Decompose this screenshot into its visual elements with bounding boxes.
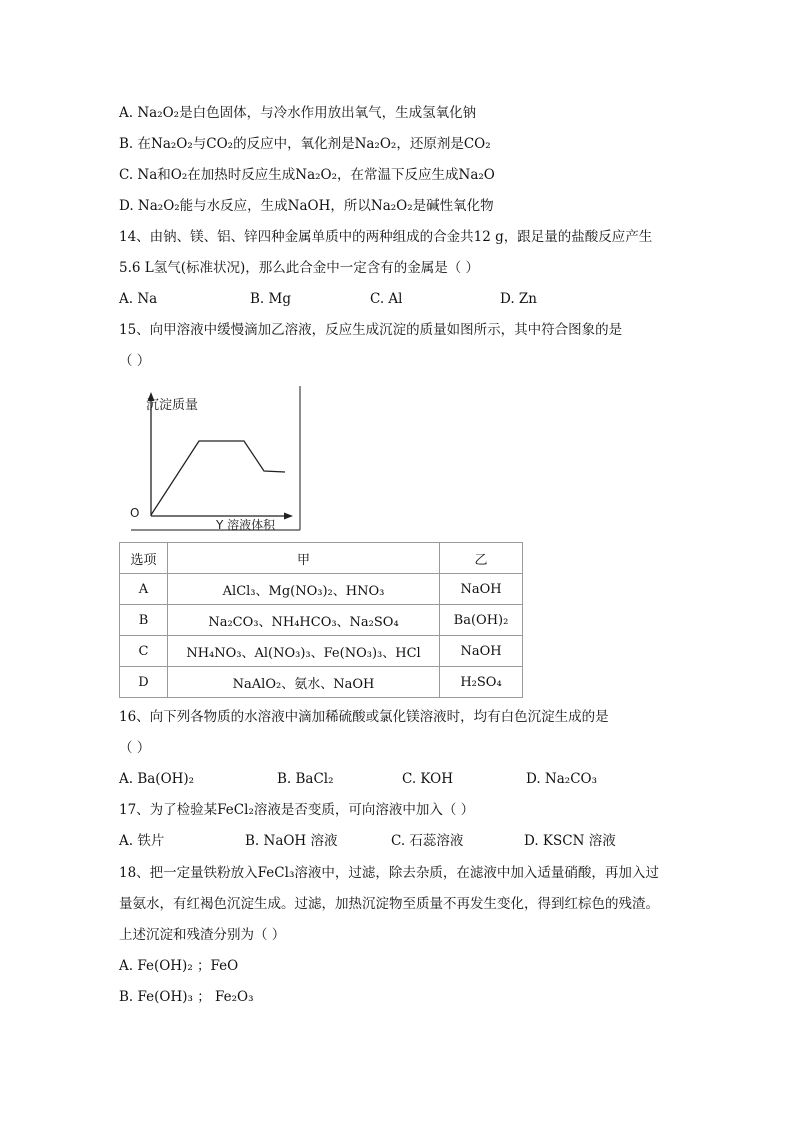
q15-stem-line2: （ ） <box>119 353 151 369</box>
table-row <box>120 574 523 605</box>
origin-label: O <box>130 506 140 520</box>
q14-option-a: A. Na <box>119 291 158 307</box>
q16-option-d: D. Na₂CO₃ <box>526 771 598 787</box>
q13-option-c: C. Na和O₂在加热时反应生成Na₂O₂，在常温下反应生成Na₂O <box>119 167 495 183</box>
q17-option-c: C. 石蕊溶液 <box>391 833 464 849</box>
table-cell: Ba(OH)₂ <box>440 605 523 636</box>
y-axis-label: 沉淀质量 <box>146 398 199 413</box>
table-cell: NH₄NO₃、Al(NO₃)₃、Fe(NO₃)₃、HCl <box>168 636 440 667</box>
table-cell: AlCl₃、Mg(NO₃)₂、HNO₃ <box>168 574 440 605</box>
table-cell: NaOH <box>440 636 523 667</box>
q18-option-b: B. Fe(OH)₃ ； Fe₂O₃ <box>119 989 254 1005</box>
table-header-yi: 乙 <box>440 543 523 574</box>
q13-option-d: D. Na₂O₂能与水反应，生成NaOH，所以Na₂O₂是碱性氧化物 <box>119 198 494 214</box>
table-cell: NaAlO₂、氨水、NaOH <box>168 667 440 698</box>
table-cell: C <box>120 636 168 667</box>
q17-option-d: D. KSCN 溶液 <box>524 833 616 849</box>
q15-stem-line1: 15、向甲溶液中缓慢滴加乙溶液，反应生成沉淀的质量如图所示，其中符合图象的是 <box>119 322 623 338</box>
q14-option-b: B. Mg <box>250 291 291 307</box>
x-axis-label: Y 溶液体积 <box>216 518 276 532</box>
q16-options <box>119 770 719 788</box>
q14-option-d: D. Zn <box>500 291 537 307</box>
table-header-row <box>120 543 523 574</box>
table-row <box>120 667 523 698</box>
q17-options <box>119 832 719 850</box>
q13-option-a: A. Na₂O₂是白色固体，与冷水作用放出氧气，生成氢氧化钠 <box>119 105 477 121</box>
table-cell: B <box>120 605 168 636</box>
q18-option-a: A. Fe(OH)₂ ；FeO <box>119 958 239 974</box>
q14-options <box>119 290 719 308</box>
q16-stem-line1: 16、向下列各物质的水溶液中滴加稀硫酸或氯化镁溶液时，均有白色沉淀生成的是 <box>119 709 609 725</box>
precipitate-graph <box>127 384 303 532</box>
q17-option-a: A. 铁片 <box>119 833 165 849</box>
q14-stem-line2: 5.6 L氢气(标准状况)，那么此合金中一定含有的金属是（ ） <box>119 260 480 276</box>
q16-stem-line2: （ ） <box>119 740 151 756</box>
table-cell: D <box>120 667 168 698</box>
q18-stem-line3: 上述沉淀和残渣分别为（ ） <box>119 927 286 943</box>
table-cell: NaOH <box>440 574 523 605</box>
q13-option-b: B. 在Na₂O₂与CO₂的反应中，氧化剂是Na₂O₂，还原剂是CO₂ <box>119 136 491 152</box>
table-header-option: 选项 <box>120 543 168 574</box>
table-cell: Na₂CO₃、NH₄HCO₃、Na₂SO₄ <box>168 605 440 636</box>
q16-option-a: A. Ba(OH)₂ <box>119 771 195 787</box>
q17-stem: 17、为了检验某FeCl₂溶液是否变质，可向溶液中加入（ ） <box>119 802 475 818</box>
table-row <box>120 605 523 636</box>
q14-option-c: C. Al <box>370 291 403 307</box>
q17-option-b: B. NaOH 溶液 <box>245 833 338 849</box>
table-row <box>120 636 523 667</box>
q18-stem-line2: 量氨水，有红褐色沉淀生成。过滤，加热沉淀物至质量不再发生变化，得到红棕色的残渣。 <box>119 896 659 912</box>
q14-stem-line1: 14、由钠、镁、铝、锌四种金属单质中的两种组成的合金共12 g，跟足量的盐酸反应产生 <box>119 229 653 245</box>
q18-stem-line1: 18、把一定量铁粉放入FeCl₃溶液中，过滤，除去杂质，在滤液中加入适量硝酸，再加入过 <box>119 865 659 881</box>
q16-option-c: C. KOH <box>402 771 453 787</box>
q16-option-b: B. BaCl₂ <box>277 771 334 787</box>
q15-options-table <box>119 542 523 698</box>
table-cell: H₂SO₄ <box>440 667 523 698</box>
table-cell: A <box>120 574 168 605</box>
table-header-jia: 甲 <box>168 543 440 574</box>
